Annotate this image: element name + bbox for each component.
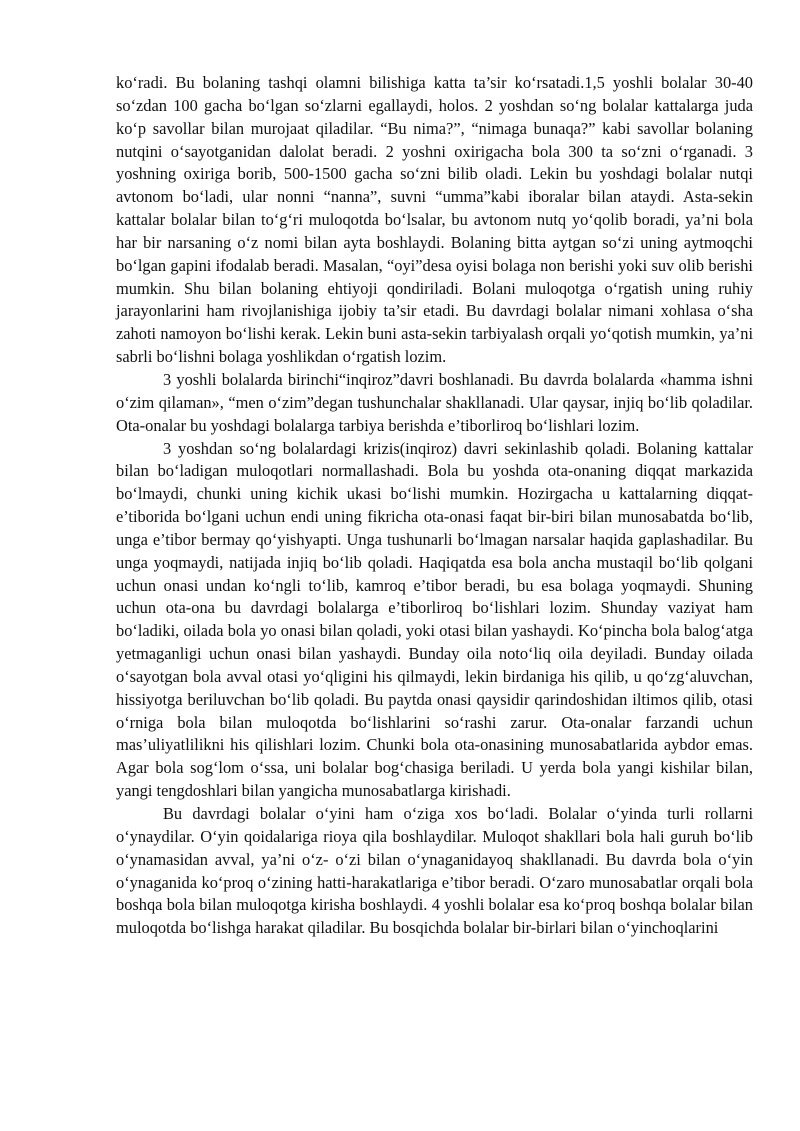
paragraph-play-period: Bu davrdagi bolalar o‘yini ham o‘ziga xos bo‘ladi. Bolalar o‘yinda turli rollarni o‘ynaydilar. O‘yin qoidalariga rioya qila boshlaydilar. Muloqot shakllari bola hali guruh bo‘lib o‘ynamasidan avval, ya’ni o‘z- o‘zi bilan o‘ynaganidayoq shakllanadi. Bu davrda bola o‘yin o‘ynaganida ko‘proq o‘zining hatti-harakatlariga e’tibor beradi. O‘zaro munosabatlar orqali bola boshqa bola bilan muloqotga kirisha boshlaydi. 4 yoshli bolalar esa ko‘proq boshqa bolalar bilan muloqotda bo‘lishga harakat qiladilar. Bu bosqichda bolalar bir-birlari bilan o‘yinchoqlarini (116, 804, 753, 938)
paragraph-first-crisis: 3 yoshli bolalarda birinchi“inqiroz”davri boshlanadi. Bu davrda bolalarda «hamma ishni o‘zim qilaman», “men o‘zim”degan tushunchalar shakllanadi. Ular qaysar, injiq bo‘lib qoladilar. Ota-onalar bu yoshdagi bolalarga tarbiya berishda e’tiborliroq bo‘lishlari lozim. (116, 369, 753, 435)
paragraph-continuation: ko‘radi. Bu bolaning tashqi olamni bilishiga katta ta’sir ko‘rsatadi.1,5 yoshli bolalar 30-40 so‘zdan 100 gacha bo‘lgan so‘zlarni egallaydi, holos. 2 yoshdan so‘ng bolalar kattalarga juda ko‘p savollar bilan murojaat qiladilar. “Bu nima?”, “nimaga bunaqa?” kabi savollar bolaning nutqini o‘sayotganidan dalolat beradi. 2 yoshni oxirigacha bola 300 ta so‘zni o‘rganadi. 3 yoshning oxiriga borib, 500-1500 gacha so‘zni bilib oladi. Lekin bu yoshdagi bolalar nutqi avtonom bo‘ladi, ular nonni “nanna”, suvni “umma”kabi iboralar bilan ataydi. Asta-sekin kattalar bolalar bilan to‘g‘ri muloqotda bo‘lsalar, bu avtonom nutq yo‘qolib boradi, ya’ni bola har bir narsaning o‘z nomi bilan ayta boshlaydi. Bolaning bitta aytgan so‘zi uning aytmoqchi bo‘lgan gapini ifodalab beradi. Masalan, “oyi”desa oyisi bolaga non berishi yoki suv olib berishi mumkin. Shu bilan bolaning ehtiyoji qondiriladi. Bolani muloqotga o‘rgatish uning ruhiy jarayonlarini ham rivojlanishiga ijobiy ta’sir etadi. Bu davrdagi bolalar nimani xohlasa o‘sha zahoti namoyon bo‘lishi kerak. Lekin buni asta-sekin tarbiyalash orqali yo‘qotish mumkin, ya’ni sabrli bo‘lishni bolaga yoshlikdan o‘rgatish lozim. (116, 73, 753, 367)
paragraph-after-three-years: 3 yoshdan so‘ng bolalardagi krizis(inqiroz) davri sekinlashib qoladi. Bolaning kattalar bilan bo‘ladigan muloqotlari normallashadi. Bola bu yoshda ota-onaning diqqat markazida bo‘lmaydi, chunki uning kichik ukasi bo‘lishi mumkin. Hozirgacha u kattalarning diqqat-e’tiborida bo‘lgani uchun endi uning fikricha ota-onasi faqat bir-biri bilan munosabatda bo‘lib, unga e’tibor bermay qo‘yishyapti. Unga tushunarli bo‘lmagan narsalar haqida gaplashadilar. Bu unga yoqmaydi, natijada injiq bo‘lib qoladi. Haqiqatda esa bola ancha mustaqil bo‘lib qolgani uchun onasi undan ko‘ngli to‘lib, kamroq e’tibor beradi, bu esa bolaga yoqmaydi. Shuning uchun ota-ona bu davrdagi bolalarga e’tiborliroq bo‘lishlari lozim. Shunday vaziyat ham bo‘ladiki, oilada bola yo onasi bilan qoladi, yoki otasi bilan yashaydi. Ko‘pincha bola balog‘atga yetmaganligi uchun onasi bilan yashaydi. Bunday oila noto‘liq oila deyiladi. Bunday oilada o‘sayotgan bola avval otasi yo‘qligini his qilmaydi, lekin birdaniga his qilib, u qo‘zg‘aluvchan, hissiyotga beriluvchan bo‘lib qoladi. Bu paytda onasi qaysidir qarindoshidan iltimos qilib, otasi o‘rniga bola bilan muloqotda bo‘lishlarini so‘rashi zarur. Ota-onalar farzandi uchun mas’uliyatlilikni his qilishlari lozim. Chunki bola ota-onasining munosabatlarida aybdor emas. Agar bola sog‘lom o‘ssa, uni bolalar bog‘chasiga beriladi. U yerda bola yangi kishilar bilan, yangi tengdoshlari bilan yangicha munosabatlarga kirishadi. (116, 438, 753, 801)
document-page (116, 72, 753, 940)
